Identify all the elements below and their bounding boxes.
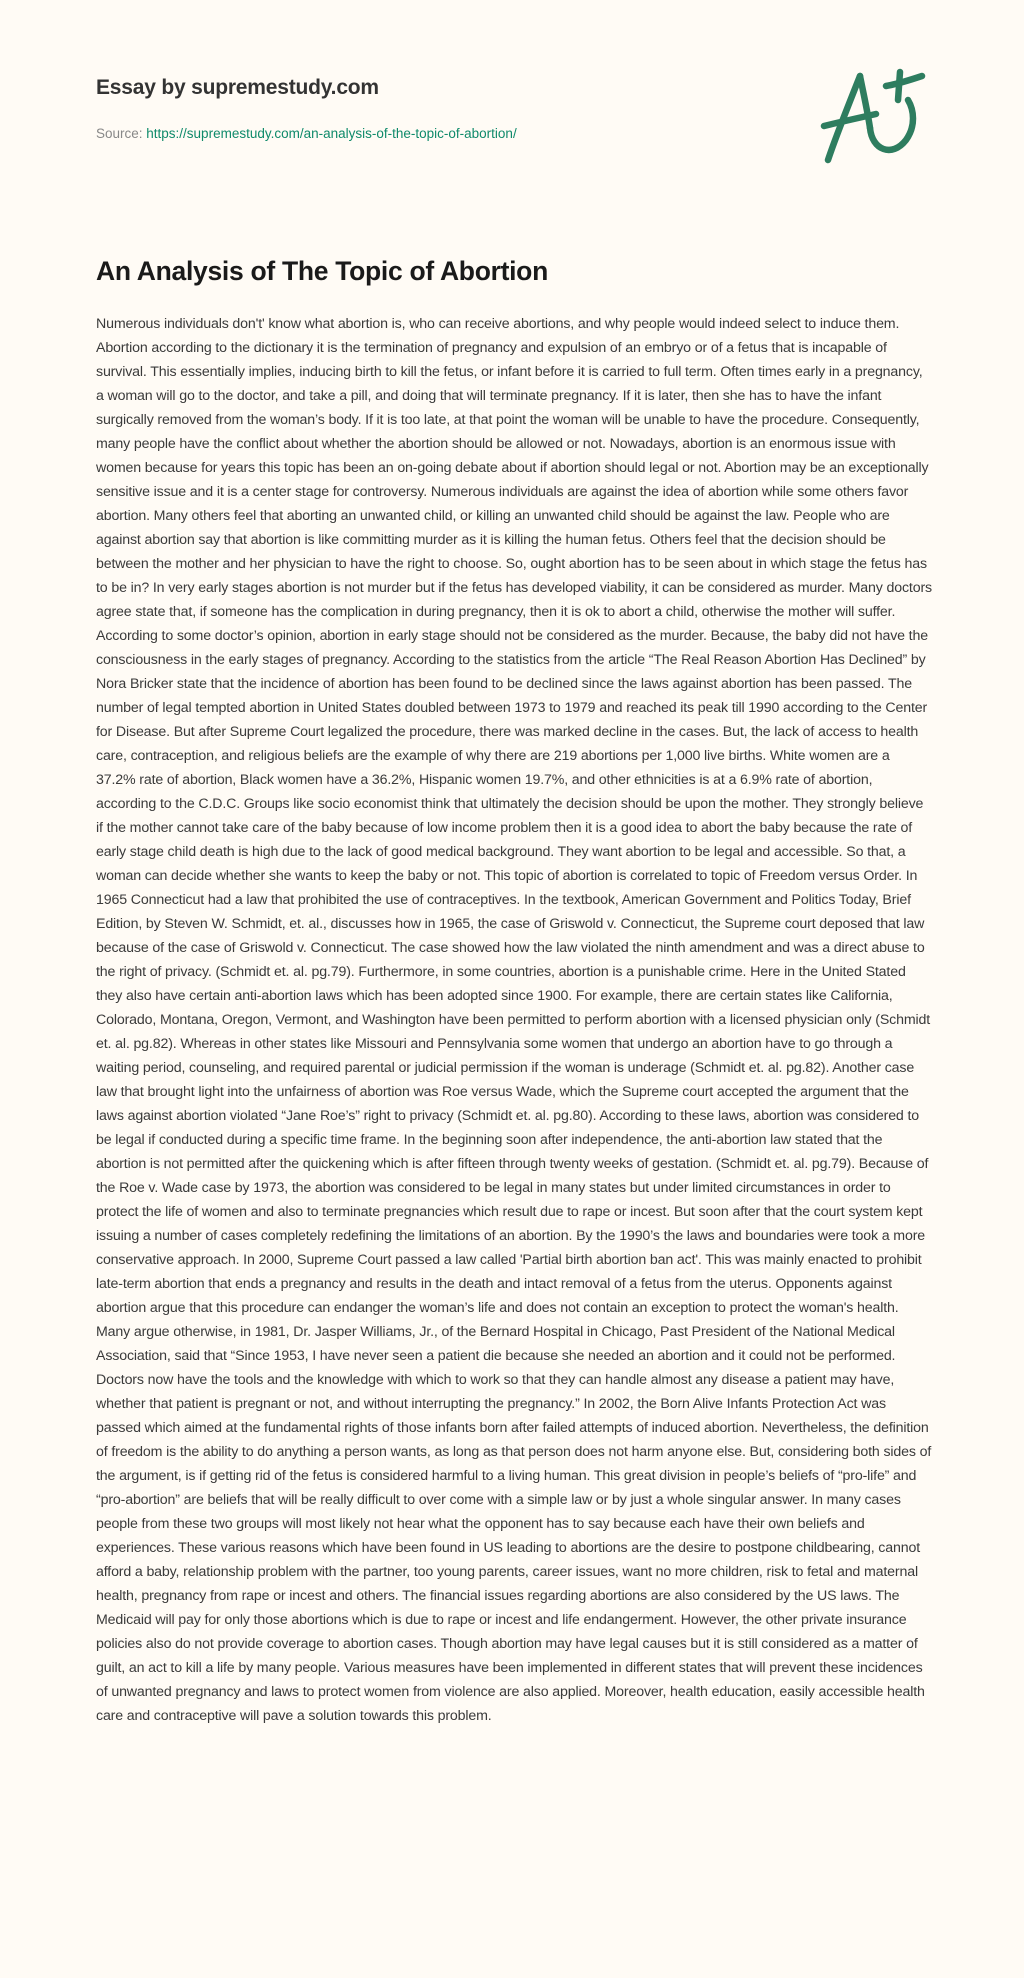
essay-title: An Analysis of The Topic of Abortion <box>96 256 548 286</box>
essay-body: Numerous individuals don't' know what abortion is, who can receive abortions, and why people would indeed select to induce them. Abortion according to the dictionary it is the termination of pregnancy and expulsion of an embryo or of a fetus that is incapable of survival. This essentially implies, inducing birth to kill the fetus, or infant before it is carried to full term. Often times early in a pregnancy, a woman will go to the doctor, and take a pill, and doing that will terminate pregnancy. If it is later, then she has to have the infant surgically removed from the woman’s body. If it is too late, at that point the woman will be unable to have the procedure. Consequently, many people have the conflict about whether the abortion should be allowed or not. Nowadays, abortion is an enormous issue with women because for years this topic has been an on-going debate about if abortion should legal or not. Abortion may be an exceptionally sensitive issue and it is a center stage for controversy. Numerous individuals are against the idea of abortion while some others favor abortion. Many others feel that aborting an unwanted child, or killing an unwanted child should be against the law. People who are against abortion say that abortion is like committing murder as it is killing the human fetus. Others feel that the decision should be between the mother and her physician to have the right to choose. So, ought abortion has to be seen about in which stage the fetus has to be in? In very early stages abortion is not murder but if the fetus has developed viability, it can be considered as murder. Many doctors agree state that, if someone has the complication in during pregnancy, then it is ok to abort a child, otherwise the mother will suffer. According to some doctor’s opinion, abortion in early stage should not be considered as the murder. Because, the baby did not have the consciousness in the early stages of pregnancy. According to the statistics from the article “The Real Reason Abortion Has Declined” by Nora Bricker state that the incidence of abortion has been found to be declined since the laws against abortion has been passed. The number of legal tempted abortion in United States doubled between 1973 to 1979 and reached its peak till 1990 according to the Center for Disease. But after Supreme Court legalized the procedure, there was marked decline in the cases. But, the lack of access to health care, contraception, and religious beliefs are the example of why there are 219 abortions per 1,000 live births. White women are a 37.2% rate of abortion, Black women have a 36.2%, Hispanic women 19.7%, and other ethnicities is at a 6.9% rate of abortion, according to the C.D.C. Groups like socio economist think that ultimately the decision should be upon the mother. They strongly believe if the mother cannot take care of the baby because of low income problem then it is a good idea to abort the baby because the rate of early stage child death is high due to the lack of good medical background. They want abortion to be legal and accessible. So that, a woman can decide whether she wants to keep the baby or not. This topic of abortion is correlated to topic of Freedom versus Order. In 1965 Connecticut had a law that prohibited the use of contraceptives. In the textbook, American Government and Politics Today, Brief Edition, by Steven W. Schmidt, et. al., discusses how in 1965, the case of Griswold v. Connecticut, the Supreme court deposed that law because of the case of Griswold v. Connecticut. The case showed how the law violated the ninth amendment and was a direct abuse to the right of privacy. (Schmidt et. al. pg.79). Furthermore, in some countries, abortion is a punishable crime. Here in the United Stated they also have certain anti-abortion laws which has been adopted since 1900. For example, there are certain states like California, Colorado, Montana, Oregon, Vermont, and Washington have been permitted to perform abortion with a licensed physician only (Schmidt et. al. pg.82). Whereas in other states like Missouri and Pennsylvania some women that undergo an abortion have to go through a waiting period, counseling, and required parental or judicial permission if the woman is underage (Schmidt et. al. pg.82). Another case law that brought light into the unfairness of abortion was Roe versus Wade, which the Supreme court accepted the argument that the laws against abortion violated “Jane Roe’s” right to privacy (Schmidt et. al. pg.80). According to these laws, abortion was considered to be legal if conducted during a specific time frame. In the beginning soon after independence, the anti-abortion law stated that the abortion is not permitted after the quickening which is after fifteen through twenty weeks of gestation. (Schmidt et. al. pg.79). Because of the Roe v. Wade case by 1973, the abortion was considered to be legal in many states but under limited circumstances in order to protect the life of women and also to terminate pregnancies which result due to rape or incest. But soon after that the court system kept issuing a number of cases completely redefining the limitations of an abortion. By the 1990’s the laws and boundaries were took a more conservative approach. In 2000, Supreme Court passed a law called 'Partial birth abortion ban act'. This was mainly enacted to prohibit late-term abortion that ends a pregnancy and results in the death and intact removal of a fetus from the uterus. Opponents against abortion argue that this procedure can endanger the woman’s life and does not contain an exception to protect the woman's health. Many argue otherwise, in 1981, Dr. Jasper Williams, Jr., of the Bernard Hospital in Chicago, Past President of the National Medical Association, said that “Since 1953, I have never seen a patient die because she needed an abortion and it could not be performed. Doctors now have the tools and the knowledge with which to work so that they can handle almost any disease a patient may have, whether that patient is pregnant or not, and without interrupting the pregnancy.” In 2002, the Born Alive Infants Protection Act was passed which aimed at the fundamental rights of those infants born after failed attempts of induced abortion. Nevertheless, the definition of freedom is the ability to do anything a person wants, as long as that person does not harm anyone else. But, considering both sides of the argument, is if getting rid of the fetus is considered harmful to a living human. This great division in people’s beliefs of “pro-life” and “pro-abortion” are beliefs that will be really difficult to over come with a simple law or by just a whole singular answer. In many cases people from these two groups will most likely not hear what the opponent has to say because each have their own beliefs and experiences. These various reasons which have been found in US leading to abortions are the desire to postpone childbearing, cannot afford a baby, relationship problem with the partner, too young parents, career issues, want no more children, risk to fetal and maternal health, pregnancy from rape or incest and others. The financial issues regarding abortions are also considered by the US laws. The Medicaid will pay for only those abortions which is due to rape or incest and life endangerment. However, the other private insurance policies also do not provide coverage to abortion cases. Though abortion may have legal causes but it is still considered as a matter of guilt, an act to kill a life by many people. Various measures have been implemented in different states that will prevent these incidences of unwanted pregnancy and laws to protect women from violence are also applied. Moreover, health education, easily accessible health care and contraceptive will pave a solution towards this problem. <box>96 316 932 1724</box>
source-link[interactable]: https://supremestudy.com/an-analysis-of-the-topic-of-abortion/ <box>146 126 517 141</box>
a-plus-grade-icon <box>820 66 938 166</box>
site-title: Essay by supremestudy.com <box>96 76 379 99</box>
page-header <box>96 72 928 144</box>
source-label: Source: <box>96 126 147 141</box>
source-line <box>96 124 928 144</box>
